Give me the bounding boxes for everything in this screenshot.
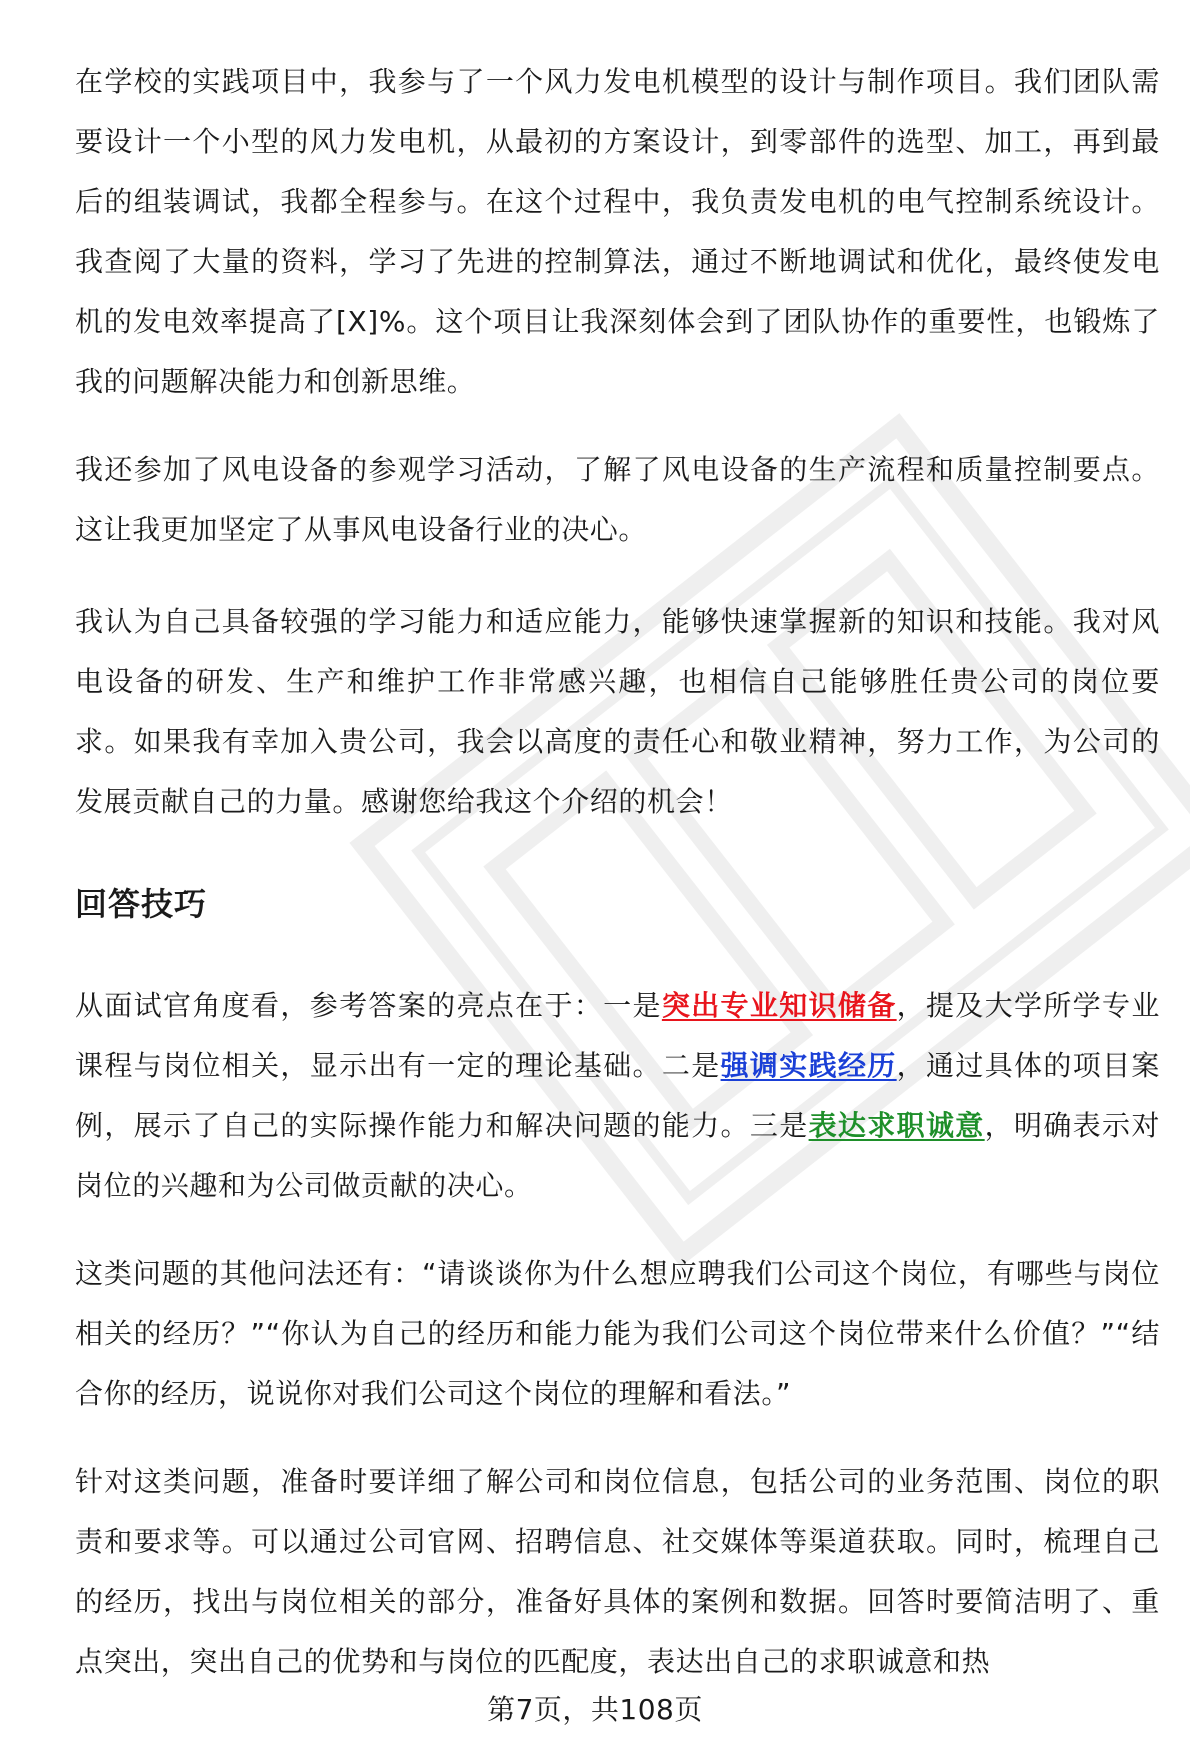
section-heading: 回答技巧 [75, 885, 208, 923]
tips-text-3: ，通过具体的项目案例，展示了自己的实际操作能力和解决问题的能力。三是 [75, 1049, 1161, 1142]
paragraph-site-visit: 我还参加了风电设备的参观学习活动，了解了风电设备的生产流程和质量控制要点。这让我更加坚定了从事风电设备行业的决心。 [75, 453, 1160, 546]
tips-text-4: ，明确表示对岗位的兴趣和为公司做贡献的决心。 [75, 1109, 1160, 1202]
paragraph-project-experience: 在学校的实践项目中，我参与了一个风力发电机模型的设计与制作项目。我们团队需要设计一个小型的风力发电机，从最初的方案设计，到零部件的选型、加工，再到最后的组装调试，我都全程参与。在这个过程中，我负责发电机的电气控制系统设计。我查阅了大量的资料，学习了先进的控制算法，通过不断地调试和优化，最终使发电机的发电效率提高了[X]%。这个项目让我深刻体会到了团队协作的重要性，也锻炼了我的问题解决能力和创新思维。 [75, 65, 1160, 398]
highlight-job-sincerity: 表达求职诚意 [808, 1109, 985, 1142]
paragraph-answer-highlights [75, 976, 1160, 1216]
paragraph-other-questions: 这类问题的其他问法还有：“请谈谈你为什么想应聘我们公司这个岗位，有哪些与岗位相关的经历？”“你认为自己的经历和能力能为我们公司这个岗位带来什么价值？”“结合你的经历，说说你对我们公司这个岗位的理解和看法。” [75, 1257, 1160, 1410]
paragraph-preparation-advice: 针对这类问题，准备时要详细了解公司和岗位信息，包括公司的业务范围、岗位的职责和要求等。可以通过公司官网、招聘信息、社交媒体等渠道获取。同时，梳理自己的经历，找出与岗位相关的部分，准备好具体的案例和数据。回答时要简洁明了、重点突出，突出自己的优势和与岗位的匹配度，表达出自己的求职诚意和热 [75, 1465, 1160, 1678]
highlight-professional-knowledge: 突出专业知识储备 [661, 989, 897, 1022]
document-body [75, 52, 1160, 1692]
tips-text-2: ，提及大学所学专业课程与岗位相关，显示出有一定的理论基础。二是 [75, 989, 1160, 1082]
highlight-practical-experience: 强调实践经历 [720, 1049, 897, 1082]
paragraph-self-assessment: 我认为自己具备较强的学习能力和适应能力，能够快速掌握新的知识和技能。我对风电设备的研发、生产和维护工作非常感兴趣，也相信自己能够胜任贵公司的岗位要求。如果我有幸加入贵公司，我会以高度的责任心和敬业精神，努力工作，为公司的发展贡献自己的力量。感谢您给我这个介绍的机会！ [75, 605, 1160, 818]
tips-text-1: 从面试官角度看，参考答案的亮点在于：一是 [75, 989, 662, 1022]
page-number-footer: 第7页，共108页 [487, 1693, 703, 1726]
